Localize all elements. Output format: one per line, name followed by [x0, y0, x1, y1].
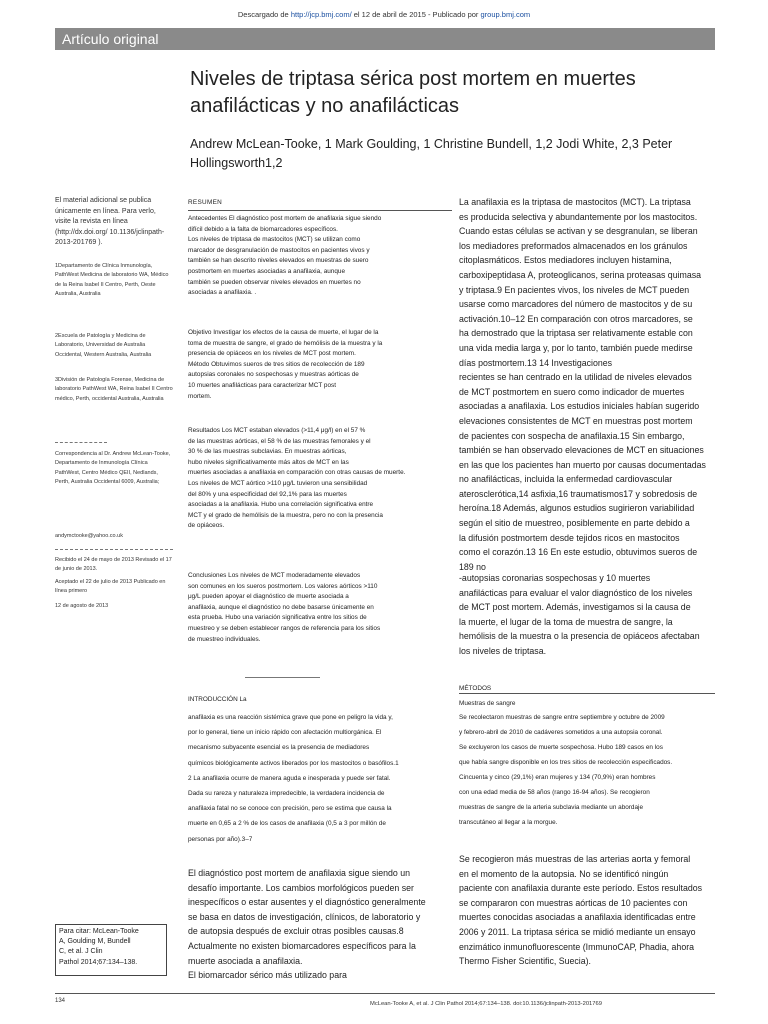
- affiliation-3: 3División de Patología Forense, Medicina de laboratorio PathWest WA, Reina Isabel II Centro médico, Perth, occidental Australia, Australia: [55, 377, 173, 402]
- section-label: Artículo original: [62, 31, 159, 47]
- email-link[interactable]: andymctooke@yahoo.co.uk: [55, 533, 123, 539]
- right-mid-text: -autopsias coronarias sospechosas y 10 muertes anafilácticas para evaluar el valor diagnóstico de los niveles de MCT post mortem. Además, investigamos si la causa de la muerte, el lugar de la toma de muestra de sangre, la hemólisis de la muestra o la presencia de opiáceos afectaban los niveles de triptasa.: [459, 573, 700, 656]
- col1-bottom-text: El diagnóstico post mortem de anafilaxia sigue siendo un desafío importante. Los cambios morfológicos pueden ser inespecíficos o estar ausentes y el diagnóstico generalmente se basa en datos de investigación, clínicos, de laboratorio y de autopsia después de excluir otras posibles causas.8 Actualmente no existen biomarcadores específicos para la muerte asociada a anafilaxia. El biomarcador sérico más utilizado para: [188, 868, 426, 981]
- affiliation-2: 2Escuela de Patología y Medicina de Laboratorio, Universidad de Australia Occidental, Western Australia, Australia: [55, 333, 152, 358]
- abstract-conclusions-text: Conclusiones Los niveles de MCT moderadamente elevados son comunes en los sueros postmortem. Los valores aórticos >110 μg/L pueden apoyar el diagnóstico de muerte asociada a anafilaxia, aunque el diagnóstico no debe basarse únicamente en esta prueba. Hubo una variación significativa entre los sitios de muestreo y se deben establecer rangos de referencia para los sitios de muestreo individuales.: [188, 572, 381, 643]
- methods-text: Se recolectaron muestras de sangre entre septiembre y octubre de 2009 y febrero-abril de 2010 de cadáveres sometidos a una autopsia coronal. Se excluyeron los casos de muerte sospechosa. Hubo 189 casos en los que había sangre disponible en los tres sitios de recolección especificados. Cincuenta y cinco (29,1%) eran mujeres y 134 (70,9%) eran hombres con una edad media de 58 años (rango 16-94 años). Se recogieron muestras de sangre de la arteria subclavia mediante un abordaje transcutáneo al llegar a la morgue.: [459, 714, 673, 826]
- abstract: [188, 198, 456, 209]
- published-date: 12 de agosto de 2013: [55, 603, 109, 609]
- citation-box: Para citar: McLean-Tooke A, Goulding M, Bundell C, et al. J Clin Pathol 2014;67:134–138.: [55, 924, 167, 976]
- abstract-objective: [188, 328, 456, 402]
- abstract-background: [188, 214, 456, 299]
- section-bar: [55, 28, 715, 50]
- abstract-rule: [188, 210, 452, 211]
- intro-heading: INTRODUCCIÓN La: [188, 696, 247, 703]
- methods-subheading: Muestras de sangre: [459, 700, 516, 707]
- sidebar-affiliation-3: [55, 376, 173, 404]
- publisher-link[interactable]: group.bmj.com: [480, 10, 531, 19]
- methods-rule: [459, 693, 715, 694]
- download-middle: el 12 de abril de 2015 - Publicado por: [351, 10, 481, 19]
- sidebar-published: [55, 602, 173, 611]
- affiliation-1: 1Departamento de Clínica Inmunología, PathWest Medicina de laboratorio WA, Médico de la Reina Isabel II Centro, Perth, Oeste Australia, Australia: [55, 263, 169, 298]
- abstract-conclusions: [188, 571, 456, 645]
- supplementary-note: El material adicional se publica únicamente en línea. Para verlo, visite la revista en línea (http://dx.doi.org/ 10.1136/jclinpath-2013-201769 ).: [55, 197, 165, 246]
- abstract-heading: RESUMEN: [188, 199, 223, 206]
- sidebar-affiliation-1: [55, 262, 173, 300]
- footer-rule: [55, 993, 715, 994]
- right-top-text: La anafilaxia es la triptasa de mastocitos (MCT). La triptasa es producida selectiva y abundantemente por los mastocitos. Cuando estas células se activan y se desgranulan, se liberan los mediadores preformados almacenados en los gránulos citoplasmáticos. Estos mediadores incluyen histamina, carboxipeptidasa A, proteoglicanos, serina proteasas quimasa y triptasa.9 En pacientes vivos, los niveles de MCT pueden usarse como marcadores del número de mastocitos y de su activación.10–12 En comparación con otros marcadores, se ha demostrado que la triptasa ser relativamente estable con una vida media larga y, por lo tanto, también puede medirse días postmortem.13 14 Investigaciones recientes se han centrado en la utilidad de niveles elevados de MCT postmortem en suero como indicador de muertes asociadas a anafilaxia. Los estudios iniciales habían sugerido elevaciones consistentes de MCT en muestras post mortem de pacientes con sospecha de anafilaxia.15 Sin embargo, también se han observado elevaciones de MCT en situaciones en las que los pacientes han muerto por causas documentadas no anafilácticas, incluida la enfermedad cardiovascular aterosclerótica,14 asfixia,16 traumatismos17 y sobredosis de heroína.18 Además, algunos estudios sugirieron variabilidad según el sitio de muestreo, posiblemente en parte debido a la difusión postmortem desde tejidos ricos en mastocitos como el corazón.13 16 En este estudio, obtuvimos sueros de 189 no: [459, 197, 706, 572]
- journal-link[interactable]: http://jcp.bmj.com/: [290, 10, 352, 19]
- sidebar-divider-2: [55, 549, 173, 550]
- download-prefix: Descargado de: [237, 10, 291, 19]
- abstract-results: [188, 426, 456, 532]
- article-title: Niveles de triptasa sérica post mortem en muertes anafilácticas y no anafilácticas: [190, 68, 636, 117]
- footer-reference: McLean-Tooke A, et al. J Clin Pathol 2014;67:134–138. doi:10.1136/jclinpath-2013-201769: [370, 1001, 602, 1007]
- abstract-results-text: Resultados Los MCT estaban elevados (>11,4 μg/l) en el 57 % de las muestras aórticas, el 58 % de las muestras femorales y el 30 % de las muestras subclavias. En muestras aórticas, hubo niveles significativamente más altos de MCT en las muertes asociadas a anafilaxia en comparación con otras causas de muerte. Los niveles de MCT aórtico >110 μg/L tuvieron una sensibilidad del 80% y una especificidad del 92,1% para las muertes asociadas a la anafilaxia. Hubo una correlación significativa entre MCT y el grado de hemólisis de la muestra, pero no con la presencia de opiáceos.: [188, 427, 406, 530]
- download-notice: [0, 10, 768, 19]
- abstract-objective-text: Objetivo Investigar los efectos de la causa de muerte, el lugar de la toma de muestra de sangre, el grado de hemólisis de la muestra y la presencia de opiáceos en los niveles de MCT post mortem. Método Obtuvimos sueros de tres sitios de recolección de 189 autopsias coronales no sospechosas y muestras aórticas de 10 muertes anafilácticas para caracterizar MCT post mortem.: [188, 329, 383, 400]
- abstract-background-text: Antecedentes El diagnóstico post mortem de anafilaxia sigue siendo difícil debido a la falta de biomarcadores específicos. Los niveles de triptasa de mastocitos (MCT) se utilizan como marcador de desgranulación de mastocitos en pacientes vivos y también se han descrito niveles elevados en muestras de suero postmortem en muertes asociadas a anafilaxia, aunque también se pueden observar niveles elevados en muertes no asociadas a anafilaxia. .: [188, 215, 382, 297]
- page-number: 134: [55, 998, 66, 1004]
- sidebar-accepted: [55, 578, 173, 597]
- abstract-end-rule: [245, 677, 320, 678]
- correspondence-text: Correspondencia al Dr. Andrew McLean-Tooke, Departamento de Inmunología Clínica PathWest, Centro Médico QEII, Nedlands, Perth, Australia Occidental 6009, Australia;: [55, 451, 171, 486]
- received-date: Recibido el 24 de mayo de 2013 Revisado el 17 de junio de 2013.: [55, 557, 172, 573]
- intro-text: anafilaxia es una reacción sistémica grave que pone en peligro la vida y, por lo general, tiene un inicio rápido con afectación multiorgánica. El mecanismo subyacente esencial es la presencia de mediadores químicos biológicamente activos liberados por los mastocitos o basófilos.1 2 La anafilaxia ocurre de manera aguda e inesperada y puede ser fatal. Dada su rareza y naturaleza impredecible, la verdadera incidencia de anafilaxia fatal no se conoce con precisión, pero se estima que causa la muerte en 0,65 a 2 % de los casos de anafilaxia (0,5 a 3 por millón de personas por año).3–7: [188, 714, 399, 843]
- sidebar-received: [55, 556, 173, 575]
- sidebar-divider: [55, 442, 107, 443]
- sidebar-affiliation-2: [55, 332, 173, 360]
- sidebar-supplementary: [55, 196, 173, 249]
- sidebar-correspondence: [55, 450, 173, 488]
- right-bottom-text: Se recogieron más muestras de las arterias aorta y femoral en el momento de la autopsia. No se identificó ningún paciente con anafilaxia durante este período. Estos resultados se compararon con muestras aórticas de 10 pacientes con muertes conocidas asociadas a anafilaxia identificadas entre 2006 y 2011. La triptasa sérica se midió mediante un ensayo enzimático inmunofluorescente (ImmunoCAP, Phadia, ahora Thermo Fisher Scientific, Suecia).: [459, 854, 703, 967]
- sidebar-email: [55, 532, 173, 541]
- accepted-date: Aceptado el 22 de julio de 2013 Publicado en línea primero: [55, 579, 166, 595]
- author-list: Andrew McLean-Tooke, 1 Mark Goulding, 1 Christine Bundell, 1,2 Jodi White, 2,3 Peter Hollingsworth1,2: [190, 137, 673, 170]
- methods-heading: MÉTODOS: [459, 685, 492, 692]
